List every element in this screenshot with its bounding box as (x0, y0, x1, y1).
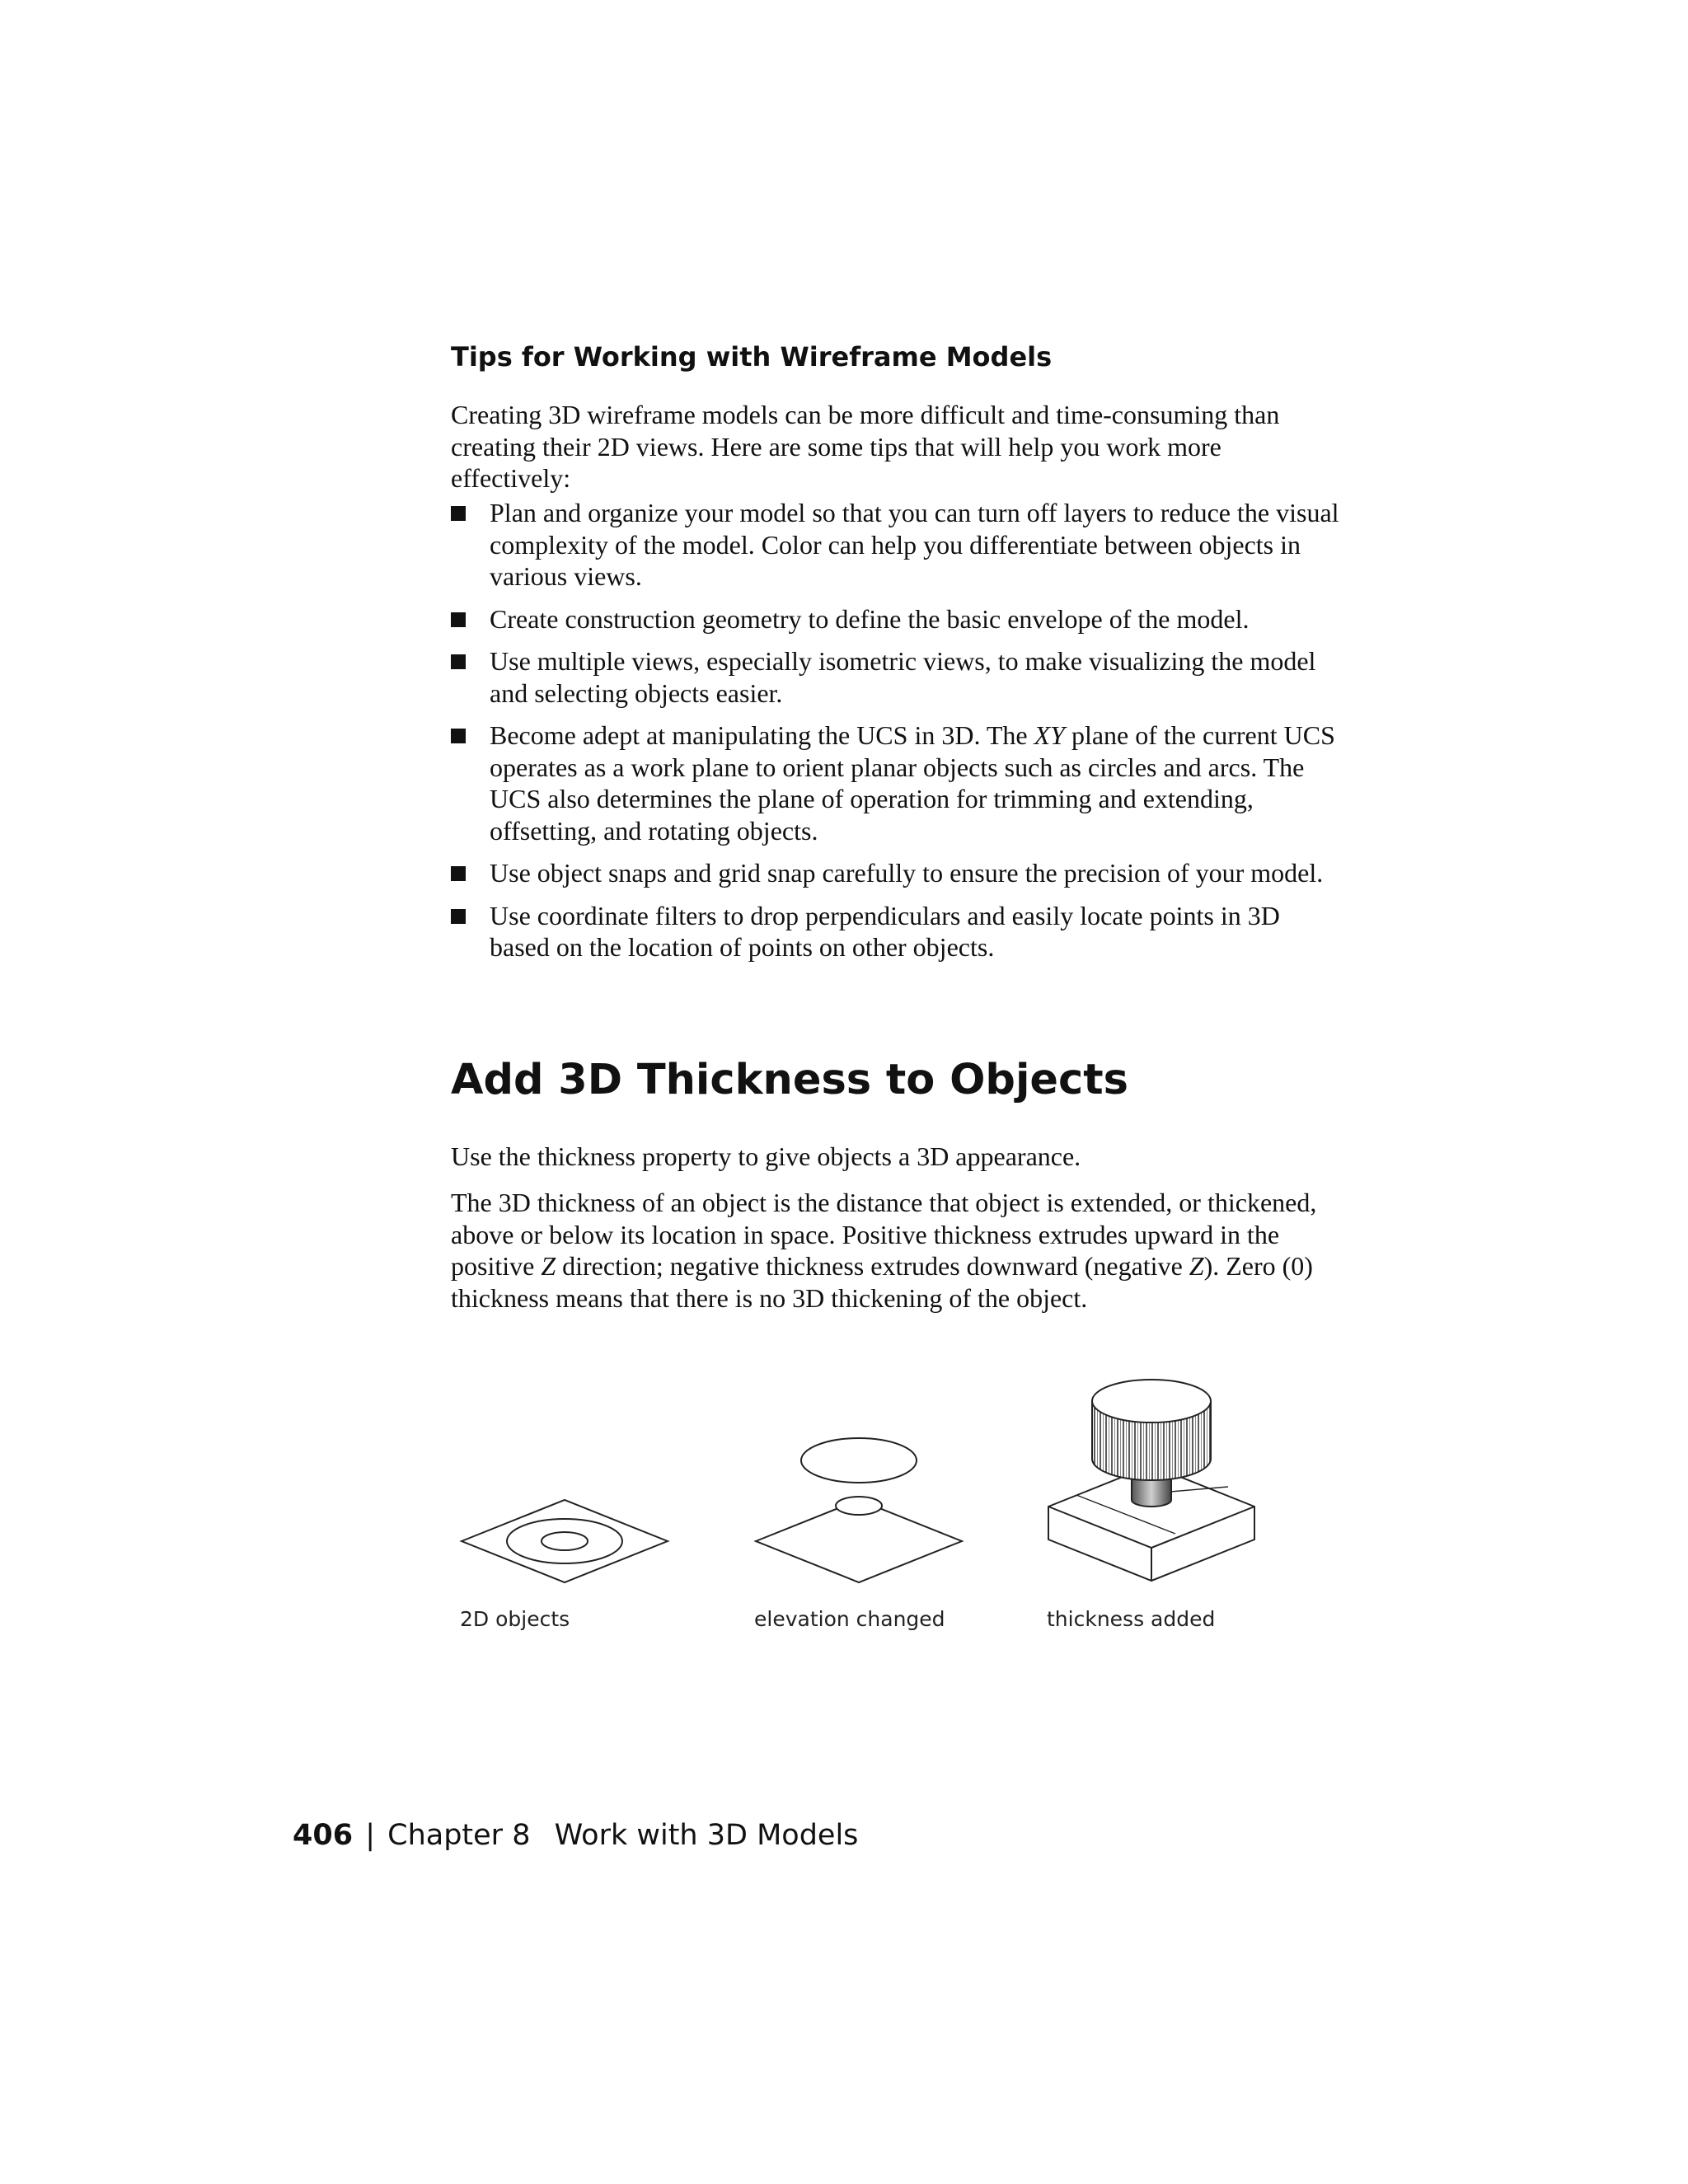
thickness-added-drawing (1048, 1380, 1254, 1581)
tip-text: Create construction geometry to define the basic envelope of the model. (490, 603, 1250, 634)
tip-item (451, 857, 1341, 889)
tips-list (451, 497, 1341, 974)
body-text-part2: direction; negative thickness extrudes downward (negative (556, 1251, 1189, 1281)
tip-item (451, 603, 1341, 635)
footer-separator: | (365, 1819, 375, 1852)
chapter-title: Work with 3D Models (554, 1819, 859, 1852)
section-title: Add 3D Thickness to Objects (451, 1056, 1128, 1104)
tip-ucs-text-after: plane of the current UCS operates as a work plane to orient planar objects such as circles and arcs. The UCS also determines the plane of operation for trimming and extending, offsetting, and rotating objects. (490, 720, 1335, 846)
bullet-square-icon (451, 612, 466, 627)
page-footer (293, 1817, 858, 1854)
tips-intro: Creating 3D wireframe models can be more difficult and time-consuming than creating their 2D views. Here are some tips that will help you work more effectively: (451, 400, 1280, 493)
2d-objects-drawing (462, 1500, 668, 1582)
bullet-square-icon (451, 506, 466, 521)
section-intro: Use the thickness property to give objects a 3D appearance. (451, 1141, 1081, 1171)
cylinder-top-shape (1092, 1380, 1211, 1422)
elevated-circle-shape (801, 1438, 917, 1483)
flat-square-shape (462, 1500, 668, 1582)
caption-2d-objects: 2D objects (460, 1607, 570, 1631)
bullet-square-icon (451, 909, 466, 924)
z-axis-label: Z (1189, 1251, 1204, 1281)
tip-text: Plan and organize your model so that you can turn off layers to reduce the visual complexity of the model. Color can help you differentiate between objects in various views. (490, 498, 1339, 591)
tip-ucs-emphasis: XY (1034, 720, 1065, 750)
section-body (451, 1187, 1345, 1314)
tip-text-ucs (490, 720, 1335, 846)
small-circle-shape (836, 1497, 882, 1515)
tip-text: Use object snaps and grid snap carefully to ensure the precision of your model. (490, 858, 1324, 888)
tip-item (451, 645, 1341, 709)
inner-circle-shape (542, 1532, 588, 1550)
body-text-part1: The 3D thickness of an object is the distance that object is extended, or thickened, above or below its location in space. Positive thickness extrudes upward in the positive (451, 1188, 1317, 1281)
z-axis-label: Z (541, 1251, 556, 1281)
thickness-figure (453, 1368, 1278, 1640)
bullet-square-icon (451, 866, 466, 881)
caption-thickness-added: thickness added (1047, 1607, 1216, 1631)
chapter-label: Chapter 8 (387, 1819, 531, 1852)
tip-item (451, 900, 1341, 963)
tip-text: Use coordinate filters to drop perpendiculars and easily locate points in 3D based on the location of points on other objects. (490, 900, 1280, 962)
bullet-square-icon (451, 729, 466, 743)
tip-item (451, 497, 1341, 593)
page-number: 406 (293, 1819, 354, 1852)
outer-circle-shape (507, 1519, 622, 1563)
body-text-part3: ). Zero (0) thickness means that there is no 3D thickening of the object. (451, 1251, 1313, 1313)
caption-elevation-changed: elevation changed (754, 1607, 945, 1631)
tips-heading: Tips for Working with Wireframe Models (451, 341, 1053, 373)
tip-item (451, 719, 1341, 846)
tip-text: Use multiple views, especially isometric views, to make visualizing the model and selecting objects easier. (490, 646, 1316, 708)
bullet-square-icon (451, 654, 466, 669)
elevation-changed-drawing (756, 1438, 962, 1582)
tip-ucs-text-before: Become adept at manipulating the UCS in 3D. The (490, 720, 1034, 750)
thickness-illustration (453, 1368, 1278, 1607)
